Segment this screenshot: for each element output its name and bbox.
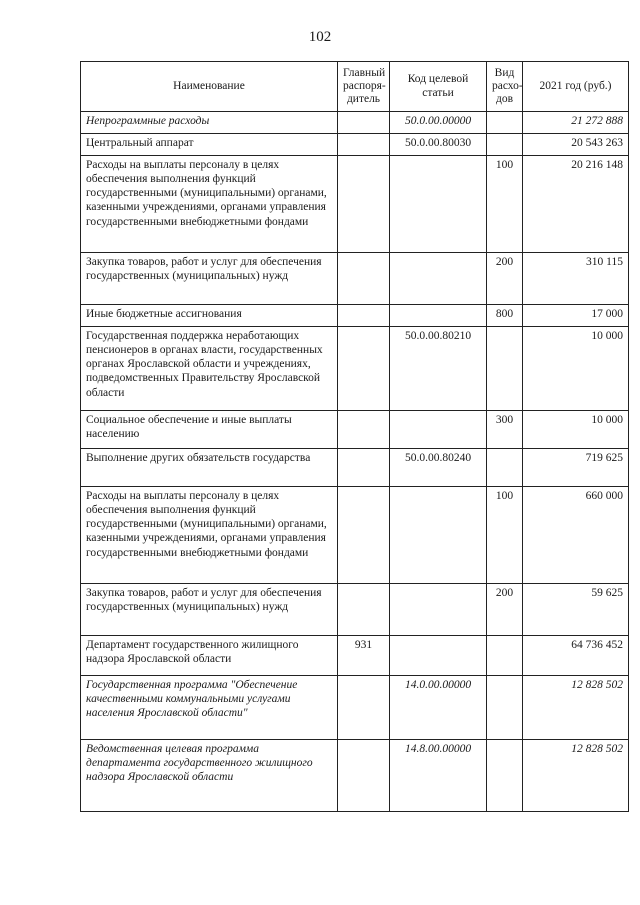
row-code [390,156,487,253]
table-row [81,305,629,327]
row-chief [338,253,390,305]
row-code [390,411,487,449]
row-amount: 20 543 263 [523,134,629,156]
row-chief [338,411,390,449]
table-row [81,112,629,134]
row-name: Закупка товаров, работ и услуг для обеспечения государственных (муниципальных) нужд [81,253,338,305]
table-row [81,676,629,740]
row-vid [487,636,523,676]
row-name: Непрограммные расходы [81,112,338,134]
row-name: Центральный аппарат [81,134,338,156]
row-name: Иные бюджетные ассигнования [81,305,338,327]
row-chief [338,676,390,740]
row-amount: 12 828 502 [523,740,629,812]
row-amount: 660 000 [523,487,629,584]
table-row [81,449,629,487]
table-row [81,156,629,253]
row-chief [338,487,390,584]
table-header-row [81,62,629,112]
row-vid: 800 [487,305,523,327]
row-vid [487,112,523,134]
row-amount: 10 000 [523,327,629,411]
row-amount: 10 000 [523,411,629,449]
row-code [390,253,487,305]
table-row [81,584,629,636]
table-row [81,134,629,156]
row-amount: 21 272 888 [523,112,629,134]
row-amount: 20 216 148 [523,156,629,253]
row-name: Расходы на выплаты персоналу в целях обеспечения выполнения функций государственными (муниципальными) органами, казенными учреждениями, органами управления государственными внебюджетными фондами [81,487,338,584]
page-number: 102 [308,29,332,45]
table-row [81,487,629,584]
row-chief [338,134,390,156]
row-name: Закупка товаров, работ и услуг для обеспечения государственных (муниципальных) нужд [81,584,338,636]
header-name: Наименование [81,62,338,112]
table-row [81,636,629,676]
row-name: Ведомственная целевая программа департамента государственного жилищного надзора Ярославской области [81,740,338,812]
row-name: Государственная программа "Обеспечение качественными коммунальными услугами населения Ярославской области" [81,676,338,740]
header-chief: Главный распоря-дитель [338,62,390,112]
table-row [81,327,629,411]
row-chief [338,112,390,134]
row-chief [338,156,390,253]
row-code: 50.0.00.80030 [390,134,487,156]
row-code: 50.0.00.80240 [390,449,487,487]
row-code [390,584,487,636]
row-vid [487,676,523,740]
row-vid [487,327,523,411]
row-vid [487,449,523,487]
row-vid: 200 [487,584,523,636]
row-amount: 310 115 [523,253,629,305]
header-amount: 2021 год (руб.) [523,62,629,112]
row-chief: 931 [338,636,390,676]
row-code: 50.0.00.00000 [390,112,487,134]
row-amount: 64 736 452 [523,636,629,676]
row-chief [338,449,390,487]
row-code: 50.0.00.80210 [390,327,487,411]
row-chief [338,327,390,411]
table-row [81,253,629,305]
row-amount: 59 625 [523,584,629,636]
row-amount: 719 625 [523,449,629,487]
row-code: 14.8.00.00000 [390,740,487,812]
table-row [81,411,629,449]
header-code: Код целевой статьи [390,62,487,112]
row-code: 14.0.00.00000 [390,676,487,740]
budget-table [80,61,629,812]
row-name: Расходы на выплаты персоналу в целях обеспечения выполнения функций государственными (муниципальными) органами, казенными учреждениями, органами управления государственными внебюджетными фондами [81,156,338,253]
row-name: Социальное обеспечение и иные выплаты населению [81,411,338,449]
row-vid: 300 [487,411,523,449]
row-code [390,636,487,676]
row-vid: 100 [487,156,523,253]
table-row [81,740,629,812]
row-amount: 12 828 502 [523,676,629,740]
row-amount: 17 000 [523,305,629,327]
row-code [390,305,487,327]
row-name: Департамент государственного жилищного надзора Ярославской области [81,636,338,676]
row-vid [487,740,523,812]
row-chief [338,740,390,812]
row-vid: 200 [487,253,523,305]
row-vid: 100 [487,487,523,584]
row-name: Выполнение других обязательств государства [81,449,338,487]
row-chief [338,584,390,636]
row-code [390,487,487,584]
header-vid: Вид расхо-дов [487,62,523,112]
row-chief [338,305,390,327]
row-name: Государственная поддержка неработающих пенсионеров в органах власти, государственных органах Ярославской области и учреждениях, подведомственных Правительству Ярославской области [81,327,338,411]
row-vid [487,134,523,156]
